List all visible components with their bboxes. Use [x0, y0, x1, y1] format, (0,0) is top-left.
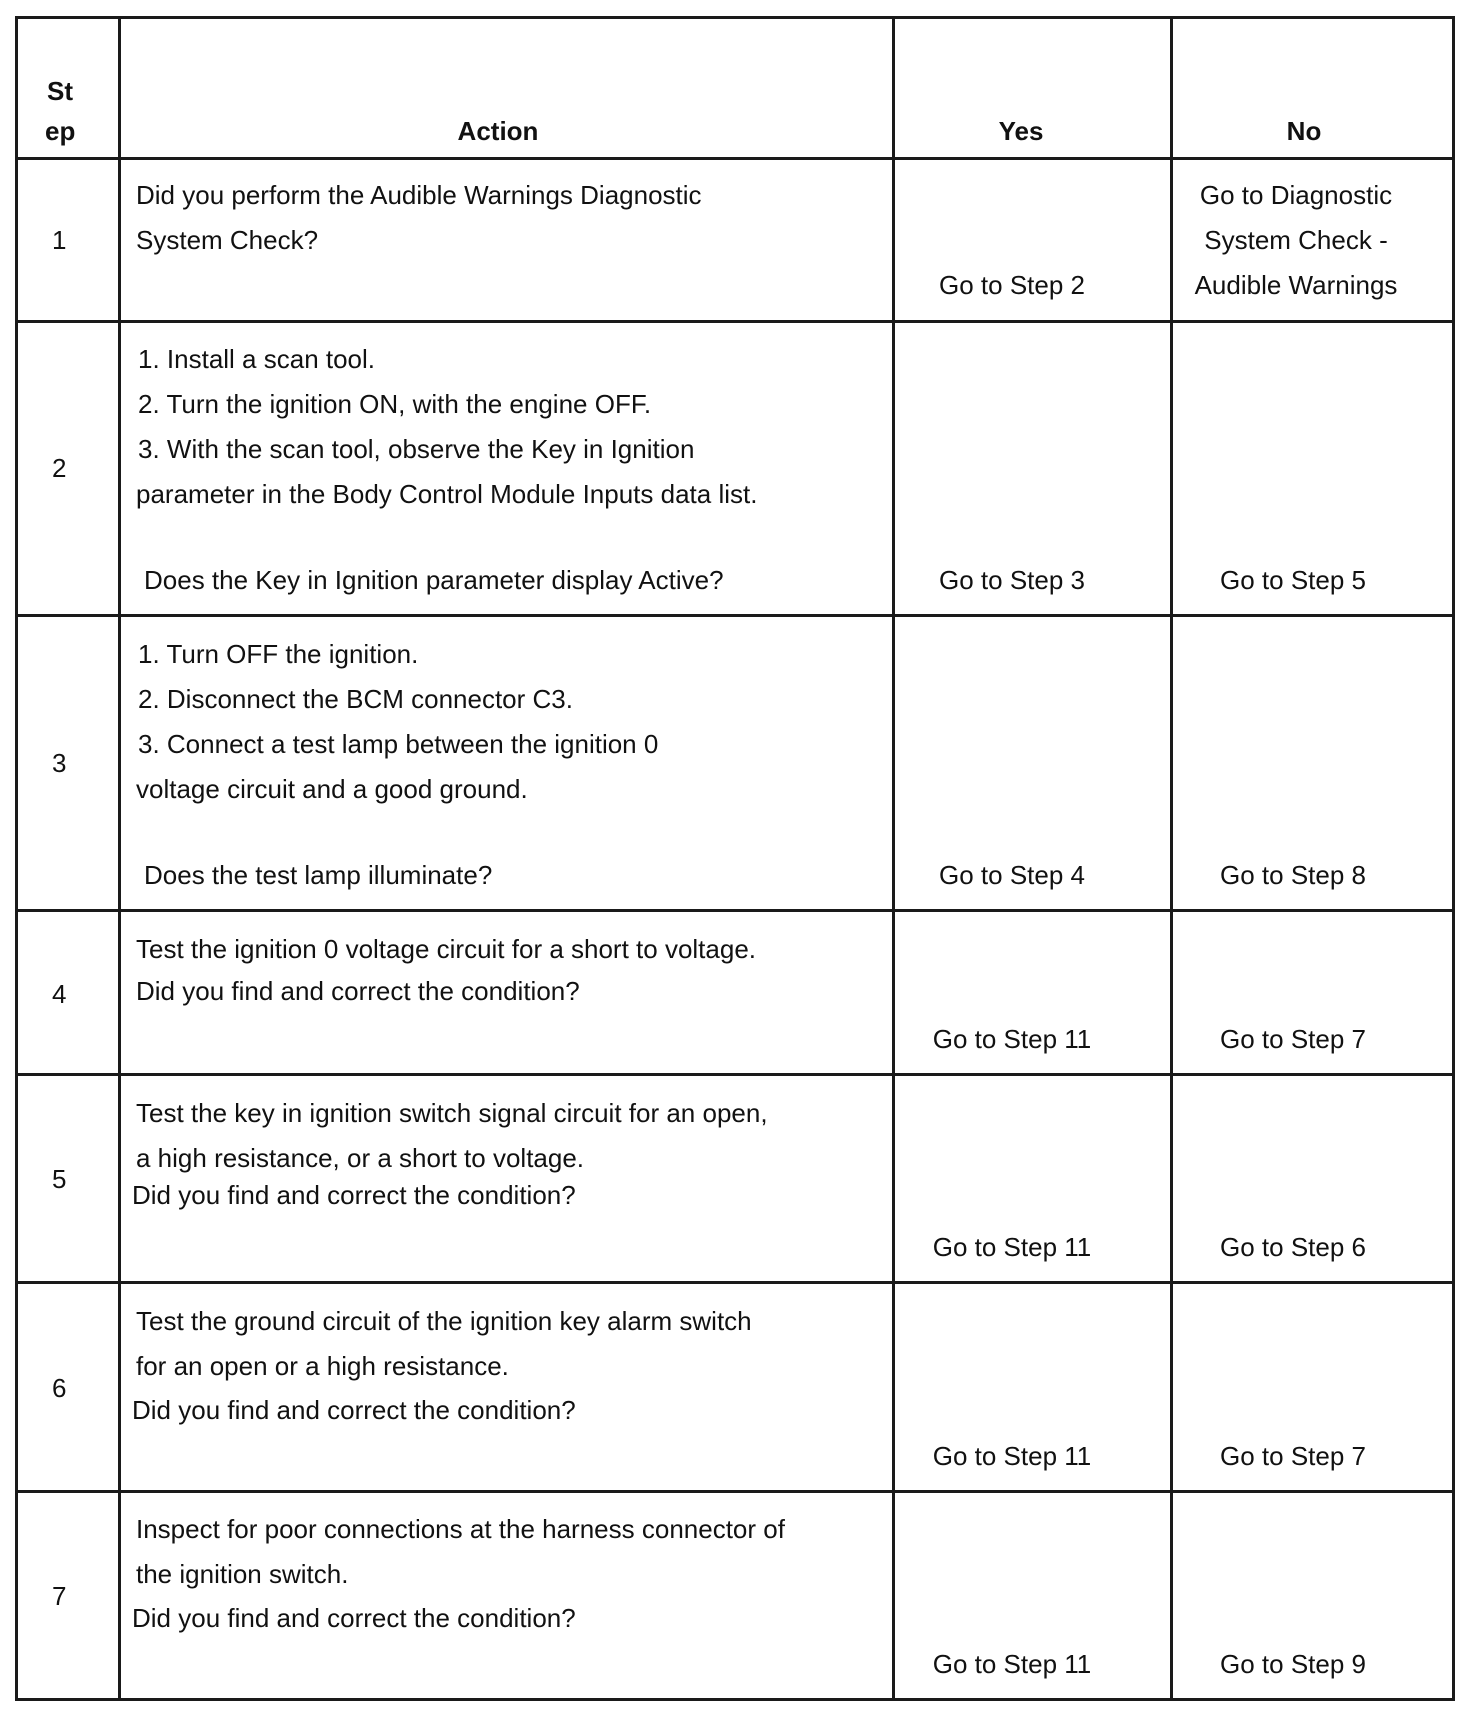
- no-result: Go to Step 8: [1220, 860, 1366, 890]
- step-number: 1: [52, 225, 67, 255]
- action-text: Did you find and correct the condition?: [132, 1603, 576, 1633]
- action-text: 1. Install a scan tool.: [138, 344, 376, 374]
- action-text: the ignition switch.: [136, 1559, 349, 1589]
- action-text: voltage circuit and a good ground.: [136, 774, 528, 804]
- action-text: Inspect for poor connections at the harness connector of: [136, 1514, 785, 1544]
- action-text: parameter in the Body Control Module Inputs data list.: [136, 479, 758, 509]
- grid-line: [15, 1698, 1455, 1701]
- action-text: Test the ground circuit of the ignition key alarm switch: [136, 1306, 752, 1336]
- action-text: Did you find and correct the condition?: [136, 976, 580, 1006]
- action-text: a high resistance, or a short to voltage.: [136, 1143, 585, 1173]
- action-text: Did you find and correct the condition?: [132, 1180, 576, 1210]
- no-result: Go to Step 7: [1220, 1024, 1366, 1054]
- no-result: System Check -: [1204, 225, 1388, 255]
- grid-line: [15, 614, 1455, 617]
- header-action: Action: [457, 116, 539, 146]
- yes-result: Go to Step 3: [939, 565, 1085, 595]
- action-text: 2. Disconnect the BCM connector C3.: [138, 684, 573, 714]
- no-result: Go to Step 5: [1220, 565, 1366, 595]
- no-result: Go to Step 9: [1220, 1649, 1366, 1679]
- grid-line: [15, 320, 1455, 323]
- action-text: System Check?: [136, 225, 319, 255]
- action-text: Test the key in ignition switch signal circuit for an open,: [136, 1098, 768, 1128]
- yes-result: Go to Step 11: [932, 1232, 1092, 1262]
- step-number: 4: [52, 979, 67, 1009]
- grid-line: [15, 1281, 1455, 1284]
- action-text: Does the Key in Ignition parameter display Active?: [144, 565, 724, 595]
- no-result: Go to Diagnostic: [1199, 180, 1393, 210]
- grid-line: [1170, 17, 1173, 1701]
- action-text: 2. Turn the ignition ON, with the engine OFF.: [138, 389, 652, 419]
- grid-line: [15, 909, 1455, 912]
- action-text: Test the ignition 0 voltage circuit for a short to voltage.: [136, 934, 757, 964]
- yes-result: Go to Step 11: [932, 1024, 1092, 1054]
- step-number: 2: [52, 453, 67, 483]
- no-result: Audible Warnings: [1194, 270, 1398, 300]
- yes-result: Go to Step 11: [932, 1441, 1092, 1471]
- action-text: 3. With the scan tool, observe the Key in Ignition: [138, 434, 695, 464]
- header-step: St: [47, 76, 73, 106]
- step-number: 3: [52, 748, 67, 778]
- header-yes: Yes: [998, 116, 1044, 146]
- action-text: Does the test lamp illuminate?: [144, 860, 493, 890]
- action-text: for an open or a high resistance.: [136, 1351, 509, 1381]
- grid-line: [15, 1490, 1455, 1493]
- action-text: Did you perform the Audible Warnings Diagnostic: [136, 180, 702, 210]
- grid-line: [1452, 17, 1455, 1701]
- action-text: Did you find and correct the condition?: [132, 1395, 576, 1425]
- yes-result: Go to Step 4: [939, 860, 1085, 890]
- grid-line: [892, 17, 895, 1701]
- action-text: 1. Turn OFF the ignition.: [138, 639, 419, 669]
- step-number: 7: [52, 1581, 67, 1611]
- grid-line: [15, 157, 1455, 160]
- header-step: ep: [45, 116, 76, 146]
- grid-line: [15, 17, 18, 1701]
- no-result: Go to Step 6: [1220, 1232, 1366, 1262]
- step-number: 5: [52, 1164, 67, 1194]
- header-no: No: [1286, 116, 1322, 146]
- grid-line: [118, 17, 121, 1701]
- no-result: Go to Step 7: [1220, 1441, 1366, 1471]
- grid-line: [15, 1073, 1455, 1076]
- yes-result: Go to Step 11: [932, 1649, 1092, 1679]
- yes-result: Go to Step 2: [939, 270, 1085, 300]
- grid-line: [15, 16, 1455, 19]
- step-number: 6: [52, 1373, 67, 1403]
- action-text: 3. Connect a test lamp between the ignition 0: [138, 729, 659, 759]
